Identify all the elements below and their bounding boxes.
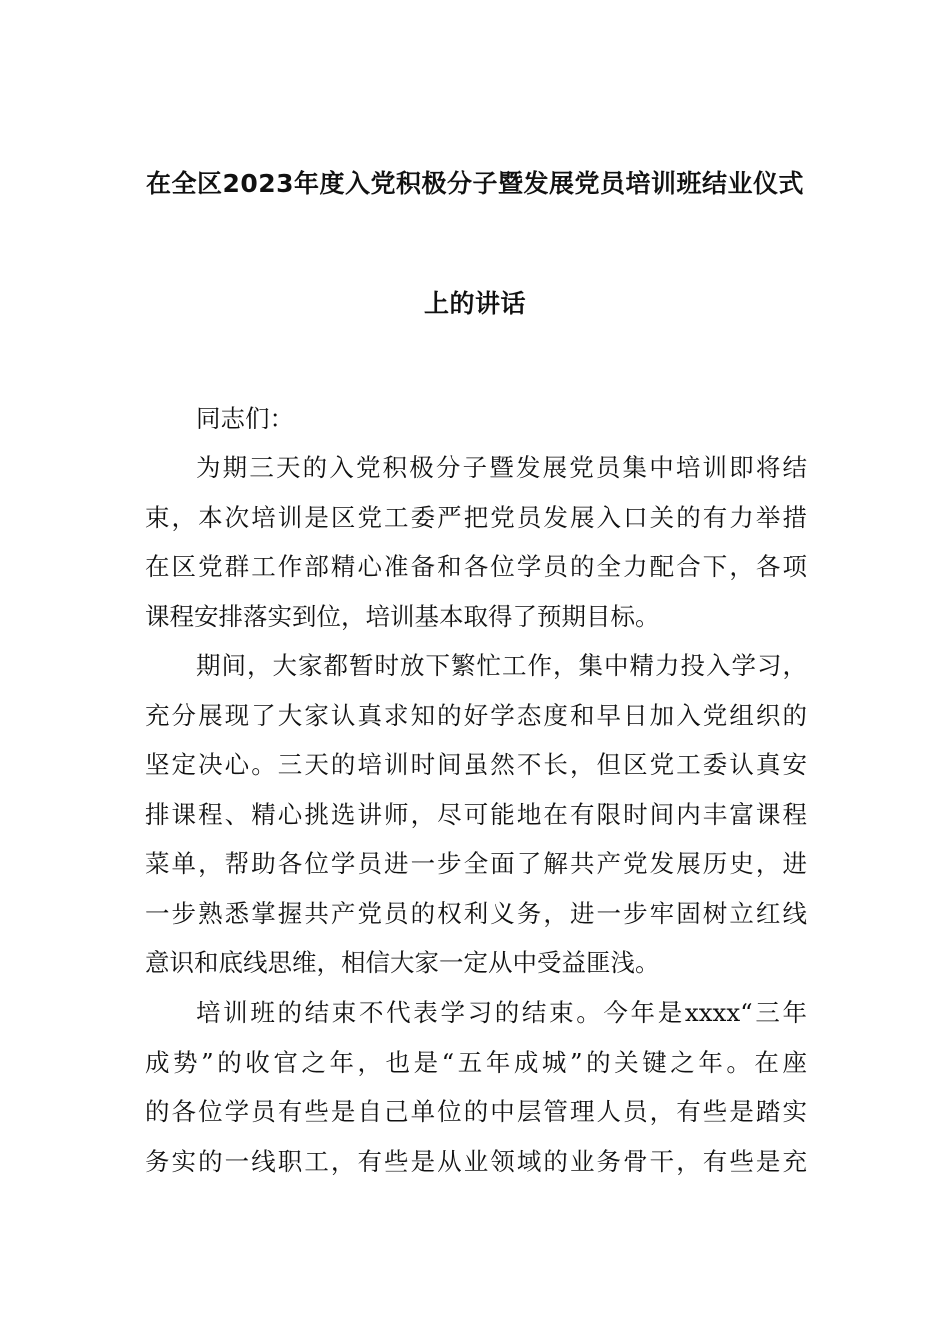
paragraph-line: 意识和底线思维，相信大家一定从中受益匪浅。: [145, 948, 660, 977]
paragraph-line: 的各位学员有些是自己单位的中层管理人员，有些是踏实: [145, 1097, 807, 1126]
paragraph-line: 成势”的收官之年，也是“五年成城”的关键之年。在座: [145, 1047, 807, 1077]
paragraph-2: [145, 641, 807, 988]
paragraph-line: 菜单，帮助各位学员进一步全面了解共产党发展历史，进: [145, 849, 807, 878]
paragraph-line: 排课程、精心挑选讲师，尽可能地在有限时间内丰富课程: [145, 799, 807, 829]
paragraph-line: 培训班的结束不代表学习的结束。今年是xxxx“三年: [196, 998, 807, 1027]
paragraph-line: 在区党群工作部精心准备和各位学员的全力配合下，各项: [145, 552, 807, 581]
paragraph-line: 课程安排落实到位，培训基本取得了预期目标。: [145, 601, 660, 631]
paragraph-1: [145, 443, 807, 641]
paragraph-line: 务实的一线职工，有些是从业领域的业务骨干，有些是充: [145, 1146, 807, 1176]
paragraph-line: 束，本次培训是区党工委严把党员发展入口关的有力举措: [145, 502, 807, 532]
document-title-line-2: 上的讲话: [423, 289, 526, 318]
salutation: 同志们：: [196, 404, 294, 433]
paragraph-line: 坚定决心。三天的培训时间虽然不长，但区党工委认真安: [145, 750, 807, 779]
paragraph-line: 一步熟悉掌握共产党员的权利义务，进一步牢固树立红线: [145, 898, 807, 928]
document-title-line-1: 在全区2023年度入党积极分子暨发展党员培训班结业仪式: [145, 169, 805, 198]
paragraph-line: 为期三天的入党积极分子暨发展党员集中培训即将结: [196, 453, 807, 482]
paragraph-3: [145, 988, 807, 1186]
paragraph-line: 充分展现了大家认真求知的好学态度和早日加入党组织的: [145, 700, 807, 730]
paragraph-line: 期间，大家都暂时放下繁忙工作，集中精力投入学习，: [196, 651, 807, 680]
